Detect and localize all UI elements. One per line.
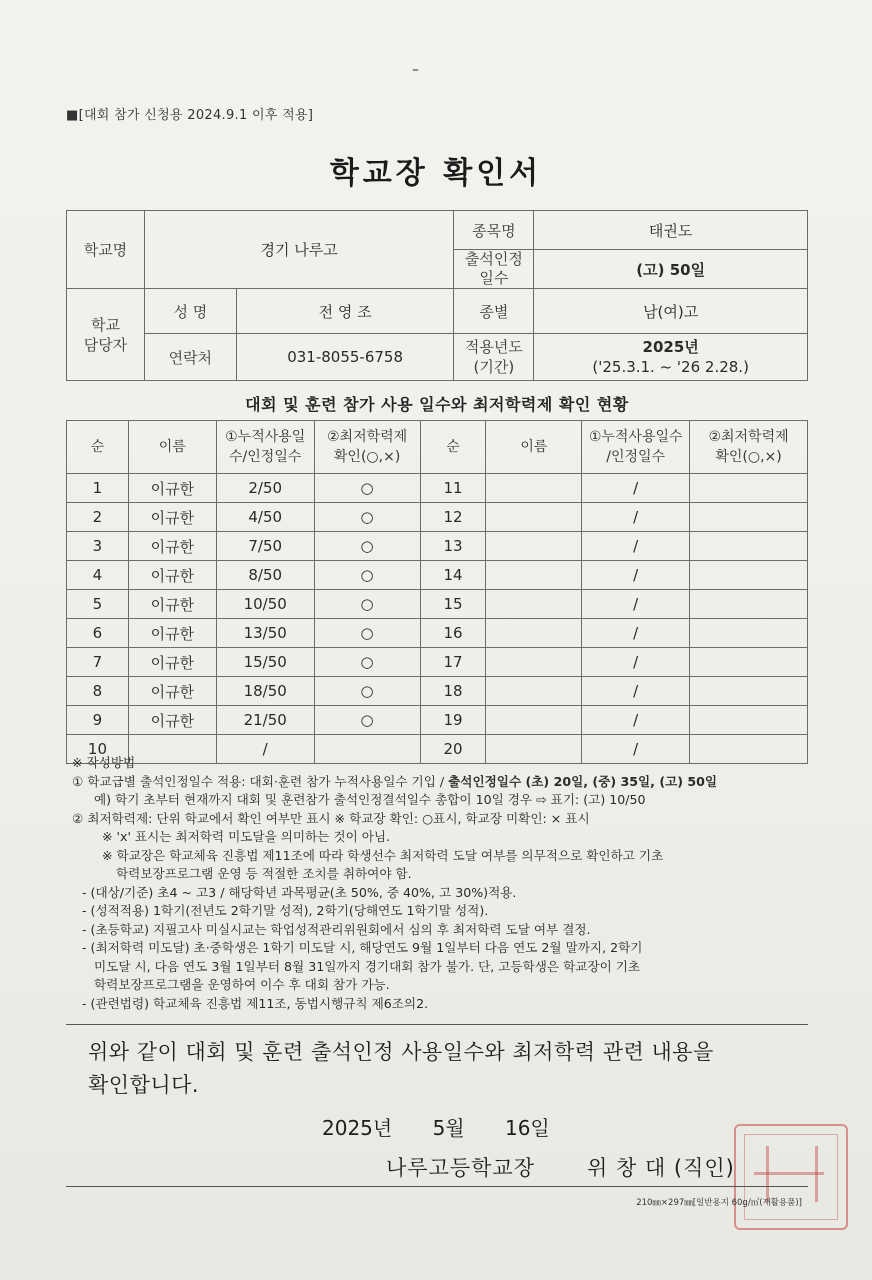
row-check: ○ [314, 590, 420, 619]
days-label [454, 250, 534, 289]
row-no-right: 16 [420, 619, 486, 648]
row-check-right [690, 561, 808, 590]
row-no-right: 19 [420, 706, 486, 735]
school-value: 경기 나루고 [144, 211, 454, 289]
header-min-line2: 확인(○,×) [333, 449, 401, 465]
row-check: ○ [314, 706, 420, 735]
sport-value: 태권도 [534, 211, 808, 250]
paper-spec: 210㎜×297㎜[일반용지 60g/㎡(재활용품)] [636, 1198, 802, 1208]
row-no: 1 [67, 474, 129, 503]
method-title: ※ 작성방법 [72, 755, 136, 770]
row-check-right [690, 503, 808, 532]
row-days-right: / [582, 561, 690, 590]
period-value: ('25.3.1. ~ '26 2.28.) [592, 358, 749, 376]
header-days-line1: ①누적사용일 [225, 429, 306, 445]
header-days-right-line1: ①누적사용일수 [588, 429, 683, 445]
confirmation-statement [88, 1036, 808, 1102]
row-no-right: 11 [420, 474, 486, 503]
table-header-row [67, 421, 808, 474]
header-no: 순 [67, 421, 129, 474]
detail-4-line3: 학력보장프로그램을 운영하여 이수 후 대회 참가 가능. [94, 977, 390, 992]
header-min-right [690, 421, 808, 474]
gender-value: 남(여)고 [534, 289, 808, 334]
row-name: 이규한 [128, 532, 216, 561]
name-label: 성 명 [144, 289, 236, 334]
table-row [67, 561, 808, 590]
header-no-right: 순 [420, 421, 486, 474]
date-month: 5월 [432, 1116, 465, 1140]
confirm-line2: 확인합니다. [88, 1073, 200, 1097]
row-name-right [486, 619, 582, 648]
info-table [66, 210, 808, 381]
header-name-right: 이름 [486, 421, 582, 474]
notes-divider [66, 1024, 808, 1025]
row-check: ○ [314, 648, 420, 677]
table-row [67, 503, 808, 532]
top-dash: – [412, 62, 419, 78]
header-min-right-line2: 확인(○,×) [715, 449, 782, 465]
row-check: ○ [314, 561, 420, 590]
row-check: ○ [314, 619, 420, 648]
row-name-right [486, 677, 582, 706]
note-1 [72, 773, 812, 792]
note-1-bold: 출석인정일수 (초) 20일, (중) 35일, (고) 50일 [448, 773, 718, 789]
row-name: 이규한 [128, 677, 216, 706]
row-check-right [690, 532, 808, 561]
signer [386, 1152, 735, 1182]
header-name: 이름 [128, 421, 216, 474]
note-1-text: ① 학교급별 출석인정일수 적용: 대회·훈련 참가 누적사용일수 기입 / [72, 773, 449, 789]
row-name: 이규한 [128, 619, 216, 648]
row-days-right: / [582, 735, 690, 764]
row-days-right: / [582, 648, 690, 677]
date-year: 2025년 [322, 1116, 393, 1140]
row-check: ○ [314, 474, 420, 503]
row-no-right: 15 [420, 590, 486, 619]
note-2-b1: ※ 학교장은 학교체육 진흥법 제11조에 따라 학생선수 최저학력 도달 여부를 의무적으로 확인하고 기초 [102, 847, 664, 863]
form-tag: ■[대회 참가 신청용 2024.9.1 이후 적용] [66, 108, 314, 123]
confirm-line1: 위와 같이 대회 및 훈련 출석인정 사용일수와 최저학력 관련 내용을 [88, 1040, 714, 1064]
row-name-right [486, 474, 582, 503]
detail-3: - (초등학교) 지필고사 미실시교는 학업성적관리위원회에서 심의 후 최저학력 도달 여부 결정. [82, 921, 591, 937]
row-check-right [690, 706, 808, 735]
days-label-line1: 출석인정 [464, 250, 523, 268]
official-seal-stamp [734, 1124, 848, 1230]
row-no-right: 18 [420, 677, 486, 706]
date-day: 16일 [504, 1116, 550, 1140]
row-no: 6 [67, 619, 129, 648]
table-row [67, 619, 808, 648]
row-no-right: 20 [420, 735, 486, 764]
row-name: 이규한 [128, 706, 216, 735]
detail-5: - (관련법령) 학교체육 진흥법 제11조, 동법시행규칙 제6조의2. [82, 995, 429, 1011]
row-days-right: / [582, 474, 690, 503]
note-1-example: 예) 학기 초부터 현재까지 대회 및 훈련참가 출석인정결석일수 총합이 10일 경우 ⇨ 표기: (고) 10/50 [94, 792, 646, 807]
row-no-right: 14 [420, 561, 486, 590]
row-days: 2/50 [216, 474, 314, 503]
row-no: 10 [67, 735, 129, 764]
row-days: / [216, 735, 314, 764]
row-name: 이규한 [128, 590, 216, 619]
row-days-right: / [582, 590, 690, 619]
issue-date [322, 1112, 584, 1141]
row-name: 이규한 [128, 474, 216, 503]
detail-1: - (대상/기준) 초4 ~ 고3 / 해당학년 과목평균(초 50%, 중 40%, 고 30%)적용. [82, 884, 517, 900]
row-check-right [690, 474, 808, 503]
row-days-right: / [582, 503, 690, 532]
instructions [72, 754, 812, 1013]
row-days: 18/50 [216, 677, 314, 706]
manager-label [67, 289, 145, 381]
row-days: 10/50 [216, 590, 314, 619]
manager-label-line1: 학교 [90, 315, 120, 334]
row-no: 7 [67, 648, 129, 677]
row-name-right [486, 503, 582, 532]
row-days-right: / [582, 619, 690, 648]
year-label-line2: (기간) [473, 358, 515, 376]
row-no-right: 13 [420, 532, 486, 561]
participation-table [66, 420, 808, 764]
row-name-right [486, 648, 582, 677]
header-days-line2: 수/인정일수 [229, 449, 302, 465]
row-days-right: / [582, 677, 690, 706]
year-label [454, 334, 534, 381]
year-label-line1: 적용년도 [464, 338, 523, 356]
footer-divider [66, 1186, 808, 1187]
note-2-b2: 학력보장프로그램 운영 등 적절한 조치를 취하여야 함. [116, 866, 412, 881]
table-row [67, 590, 808, 619]
table-row [67, 677, 808, 706]
contact-label: 연락처 [144, 334, 236, 381]
row-days: 15/50 [216, 648, 314, 677]
row-no: 5 [67, 590, 129, 619]
row-no: 3 [67, 532, 129, 561]
row-days-right: / [582, 532, 690, 561]
manager-label-line2: 담당자 [83, 335, 128, 354]
sport-label: 종목명 [454, 211, 534, 250]
section-title: 대회 및 훈련 참가 사용 일수와 최저학력제 확인 현황 [245, 395, 629, 414]
row-name-right [486, 561, 582, 590]
table-row [67, 474, 808, 503]
seal-glyph-bar [754, 1172, 824, 1175]
row-check-right [690, 590, 808, 619]
header-days-right-line2: /인정일수 [606, 449, 666, 465]
page-title: 학교장 확인서 [329, 156, 543, 191]
row-check: ○ [314, 503, 420, 532]
name-value: 전 영 조 [236, 289, 454, 334]
contact-value: 031-8055-6758 [236, 334, 454, 381]
row-name: 이규한 [128, 503, 216, 532]
row-no-right: 12 [420, 503, 486, 532]
row-no: 9 [67, 706, 129, 735]
days-value: (고) 50일 [534, 250, 808, 289]
header-min-line1: ②최저학력제 [327, 429, 408, 445]
row-no-right: 17 [420, 648, 486, 677]
year-value-cell [534, 334, 808, 381]
row-name-right [486, 706, 582, 735]
row-name: 이규한 [128, 648, 216, 677]
header-days-right [582, 421, 690, 474]
row-days: 21/50 [216, 706, 314, 735]
row-check-right [690, 677, 808, 706]
table-row [67, 532, 808, 561]
signer-seal-note: (직인) [673, 1156, 735, 1180]
row-name: 이규한 [128, 561, 216, 590]
row-days: 13/50 [216, 619, 314, 648]
row-days-right: / [582, 706, 690, 735]
row-name-right [486, 590, 582, 619]
days-label-line2: 일수 [479, 269, 509, 287]
detail-4-line1: - (최저학력 미도달) 초·중학생은 1학기 미도달 시, 해당연도 9월 1일부터 다음 연도 2월 말까지, 2학기 [82, 940, 643, 955]
table-row [67, 648, 808, 677]
header-min [314, 421, 420, 474]
header-min-right-line1: ②최저학력제 [708, 429, 789, 445]
note-2-a: ※ 'x' 표시는 최저학력 미도달을 의미하는 것이 아님. [102, 829, 391, 844]
row-check-right [690, 648, 808, 677]
row-no: 2 [67, 503, 129, 532]
row-name-right [486, 532, 582, 561]
table-row [67, 706, 808, 735]
note-2: ② 최저학력제: 단위 학교에서 확인 여부만 표시 ※ 학교장 확인: ○표시, 학교장 미확인: × 표시 [72, 810, 590, 826]
detail-2: - (성적적용) 1학기(전년도 2학기말 성적), 2학기(당해연도 1학기말 성적). [82, 903, 489, 918]
header-days [216, 421, 314, 474]
school-label: 학교명 [67, 211, 145, 289]
signer-school: 나루고등학교장 [386, 1156, 536, 1180]
signer-name: 위 창 대 [587, 1156, 667, 1180]
row-days: 8/50 [216, 561, 314, 590]
row-days: 7/50 [216, 532, 314, 561]
row-check: ○ [314, 677, 420, 706]
gender-label: 종별 [454, 289, 534, 334]
row-no: 8 [67, 677, 129, 706]
row-days: 4/50 [216, 503, 314, 532]
row-check: ○ [314, 532, 420, 561]
row-check-right [690, 619, 808, 648]
row-no: 4 [67, 561, 129, 590]
detail-4-line2: 미도달 시, 다음 연도 3월 1일부터 8월 31일까지 경기대회 참가 불가. 단, 고등학생은 학교장이 기초 [94, 958, 641, 974]
year-value: 2025년 [642, 338, 699, 356]
